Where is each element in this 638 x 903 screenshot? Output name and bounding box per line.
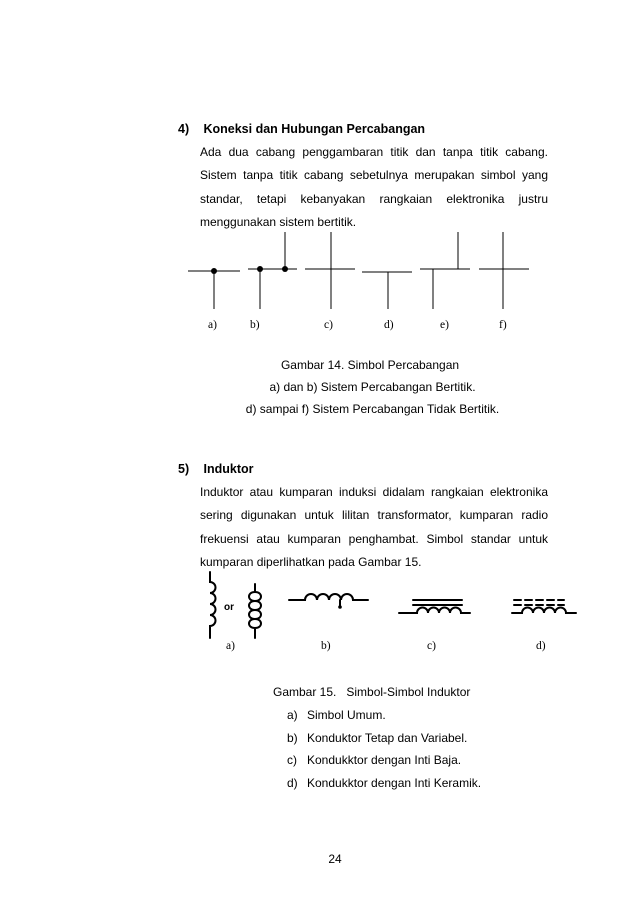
figure-15-caption-item [287, 708, 386, 722]
paragraph-line: menggunakan sistem bertitik. [200, 214, 357, 229]
figure-14-label-b: b) [250, 319, 260, 331]
figure-15-label-b: b) [321, 640, 331, 652]
figure-15-caption-title: Gambar 15. Simbol-Simbol Induktor [273, 685, 471, 699]
figure-15-or-text: or [224, 602, 234, 613]
figure-14-label-c: c) [324, 319, 333, 331]
section-5-title: Induktor [203, 462, 254, 476]
section-4-paragraph [200, 141, 548, 234]
inductor-a-coil-left [210, 572, 216, 638]
figure-14-caption-line: a) dan b) Sistem Percabangan Bertitik. [269, 380, 476, 394]
junction-b-dot-1 [257, 266, 263, 272]
paragraph-line: standar, tetapi kebanyakan rangkaian elektronika justru [200, 191, 548, 206]
page-number: 24 [328, 852, 342, 866]
figure-14-label-d: d) [384, 319, 394, 331]
list-marker: d) [287, 776, 298, 790]
section-4-heading [178, 122, 425, 136]
junction-a-dot [211, 268, 217, 274]
section-5-heading [178, 462, 253, 476]
figure-15-label-d: d) [536, 640, 546, 652]
inductor-b-tap-dot [338, 605, 342, 609]
list-text: Kondukktor dengan Inti Keramik. [307, 776, 482, 790]
paragraph-line: Induktor atau kumparan induksi didalam rangkaian elektronika [200, 485, 548, 499]
list-marker: a) [287, 708, 298, 722]
figure-14-label-e: e) [440, 319, 449, 331]
list-marker: c) [287, 753, 297, 767]
paragraph-line: Ada dua cabang penggambaran titik dan tanpa titik cabang. [200, 145, 548, 159]
paragraph-line: Sistem tanpa titik cabang sebetulnya merupakan simbol yang [200, 168, 548, 183]
list-text: Simbol Umum. [307, 708, 386, 722]
figure-15-caption-item [287, 776, 481, 790]
paragraph-line: sering digunakan untuk lilitan transformator, kumparan radio [200, 508, 548, 523]
paragraph-line: frekuensi atau kumparan penghambat. Simbol standar untuk [200, 531, 548, 546]
section-5-number: 5) [178, 462, 190, 476]
figure-15-caption-item [287, 731, 467, 745]
inductor-d-coil [512, 608, 576, 613]
figure-15-caption-item [287, 753, 461, 767]
section-4-title: Koneksi dan Hubungan Percabangan [203, 122, 426, 136]
list-text: Konduktor Tetap dan Variabel. [307, 731, 468, 745]
inductor-c-coil [399, 608, 470, 613]
inductor-b-coil [289, 594, 368, 600]
section-5-paragraph [200, 481, 548, 574]
figure-14-caption-line: d) sampai f) Sistem Percabangan Tidak Bertitik. [245, 402, 500, 416]
inductor-a-coil-right [249, 584, 261, 638]
figure-15-label-a: a) [226, 640, 235, 652]
paragraph-line: kumparan diperlihatkan pada Gambar 15. [200, 554, 422, 569]
figure-14-label-a: a) [208, 319, 217, 331]
list-text: Kondukktor dengan Inti Baja. [307, 753, 462, 767]
junction-b-dot-2 [282, 266, 288, 272]
figure-14-label-f: f) [499, 319, 507, 331]
section-4-number: 4) [178, 122, 190, 136]
figure-14-caption-title: Gambar 14. Simbol Percabangan [280, 358, 460, 372]
list-marker: b) [287, 731, 298, 745]
figure-15-label-c: c) [427, 640, 436, 652]
